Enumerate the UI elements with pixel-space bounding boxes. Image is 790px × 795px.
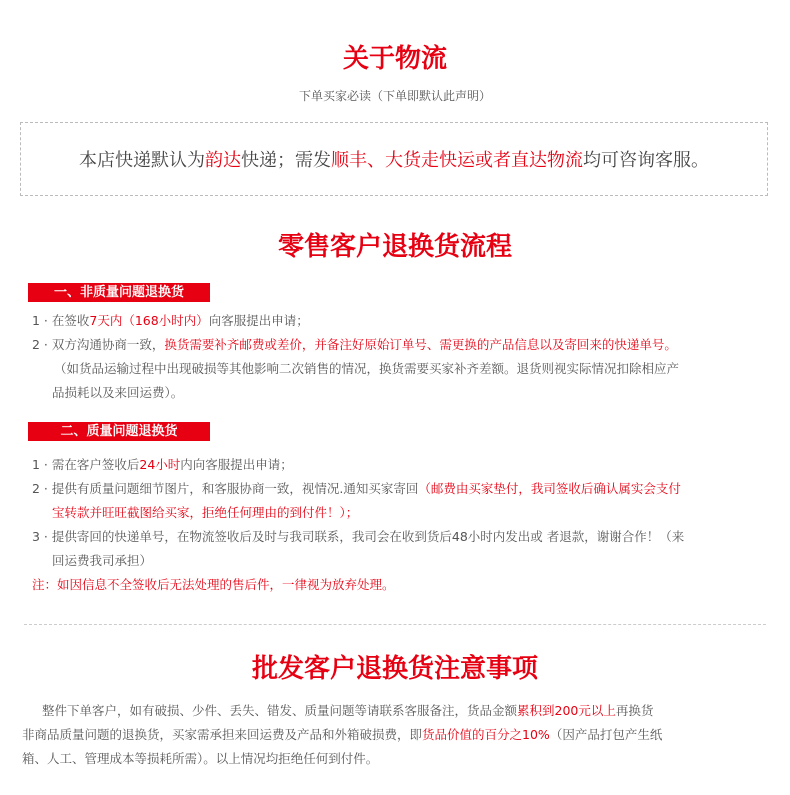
highlighted-text: 7天内（168小时内） [89,313,209,328]
text-segment: 非商品质量问题的退换货，买家需承担来回运费及产品和外箱破损费，即 [22,727,423,742]
text-line [32,453,772,477]
text-line [32,309,772,333]
section-label-non-quality: 一、非质量问题退换货 [28,283,210,302]
highlighted-text: 顺丰、大货走快运或者直达物流 [331,150,583,171]
text-line [32,381,772,405]
text-line [32,525,772,549]
highlighted-text: 货品价值的百分之10% [422,727,550,742]
highlighted-text: 累积到200元以上 [517,703,616,718]
highlighted-text: 宝转款并旺旺截图给买家，拒绝任何理由的到付件！）； [52,505,359,520]
logistics-subtitle: 下单买家必读（下单即默认此声明） [298,89,491,103]
wholesale-returns-text [22,699,772,771]
text-line [32,357,772,381]
text-segment: 3 · 提供寄回的快递单号，在物流签收后及时与我司联系，我司会在收到货后48小时内发出或 者退款，谢谢合作！（来 [32,529,685,544]
text-line [32,501,772,525]
courier-notice-text [79,146,709,172]
text-segment: 向客服提出申请； [208,313,309,328]
text-line [22,747,772,771]
logistics-title: 关于物流 [342,44,447,74]
text-segment: 内向客服提出申请； [180,457,293,472]
text-line [32,549,772,573]
divider [24,624,766,625]
text-segment: 品损耗以及来回运费）。 [52,385,184,400]
text-line [22,699,772,723]
highlighted-text: 韵达 [205,150,241,171]
text-line [32,573,772,597]
text-segment: 2 · 双方沟通协商一致， [32,337,165,352]
section-label-quality: 二、质量问题退换货 [28,422,210,441]
retail-returns-title: 零售客户退换货流程 [277,232,512,262]
text-segment: 均可咨询客服。 [583,150,709,171]
text-segment: 再换货 [615,703,654,718]
text-segment: 1 · 在签收 [32,313,90,328]
quality-returns-list [32,453,772,597]
text-segment: 1 · 需在客户签收后 [32,457,140,472]
non-quality-returns-list [32,309,772,405]
text-segment: 2 · 提供有质量问题细节图片，和客服协商一致，视情况.通知买家寄回 [32,481,419,496]
text-segment: 整件下单客户，如有破损、少件、丢失、错发、质量问题等请联系客服备注，货品金额 [42,703,518,718]
text-segment: （因产品打包产生纸 [549,727,663,742]
highlighted-text: （邮费由买家垫付，我司签收后确认属实会支付 [418,481,681,496]
text-segment: 快递；需发 [241,150,331,171]
text-segment: 本店快递默认为 [79,150,205,171]
text-segment: 回运费我司承担） [52,553,153,568]
highlighted-text: 24小时 [139,457,181,472]
text-segment: 箱、人工、管理成本等损耗所需）。以上情况均拒绝任何到付件。 [22,751,379,766]
text-line [32,333,772,357]
text-line [32,477,772,501]
text-line [22,723,772,747]
highlighted-text: 注：如因信息不全签收后无法处理的售后件，一律视为放弃处理。 [32,577,395,592]
text-segment: （如货品运输过程中出现破损等其他影响二次销售的情况，换货需要买家补齐差额。退货则视实际情况扣除相应产 [54,361,680,376]
wholesale-returns-title: 批发客户退换货注意事项 [251,654,538,684]
highlighted-text: 换货需要补齐邮费或差价，并备注好原始订单号、需更换的产品信息以及寄回来的快递单号。 [164,337,677,352]
courier-notice-box [20,122,768,196]
